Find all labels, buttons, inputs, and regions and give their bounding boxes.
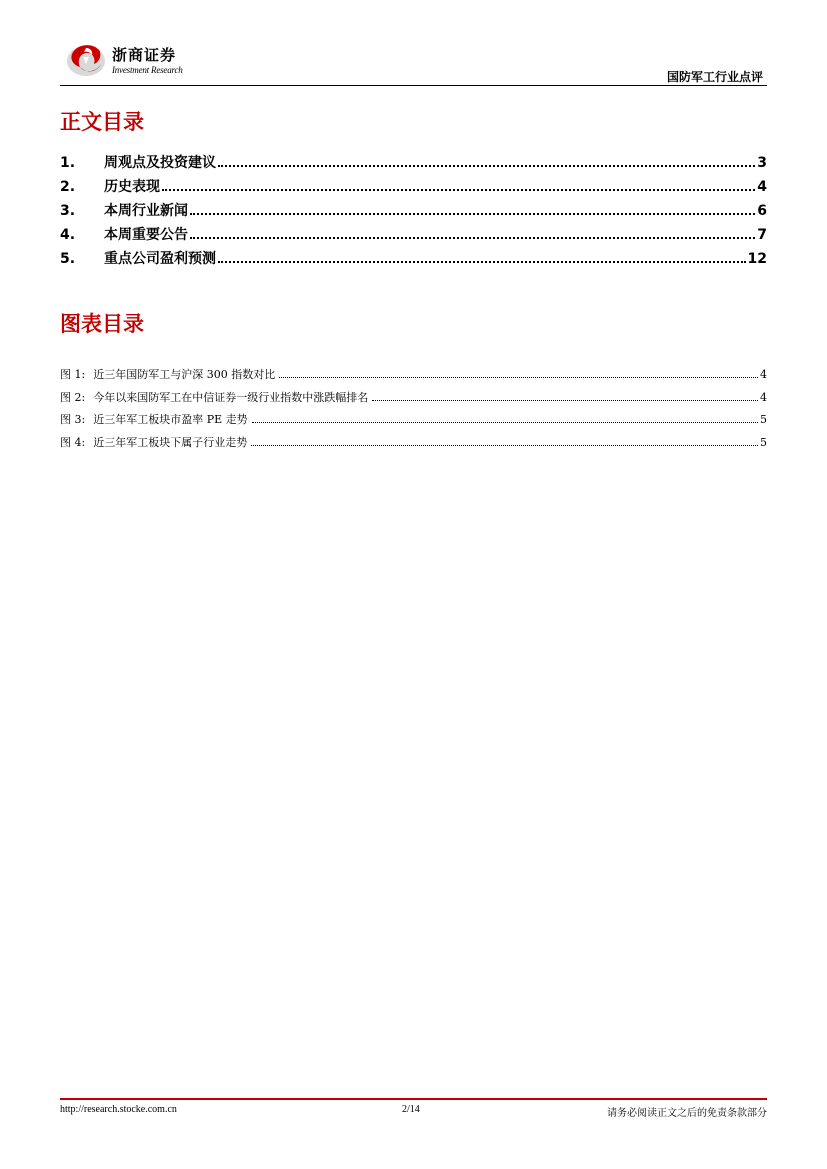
logo-english-name: Investment Research <box>112 65 183 75</box>
toc-leader-dots <box>162 189 755 191</box>
figures-title: 图表目录 <box>60 312 144 336</box>
figure-entry[interactable] <box>60 366 767 389</box>
toc-entry-text: 历史表现 <box>104 179 160 195</box>
logo-chinese-name: 浙商证券 <box>112 46 177 64</box>
footer-disclaimer: 请务必阅读正文之后的免责条款部分 <box>607 1108 767 1119</box>
figure-leader-dots <box>251 445 758 446</box>
figure-entry-text: 今年以来国防军工在中信证券一级行业指数中涨跌幅排名 <box>93 390 369 404</box>
figure-leader-dots <box>252 422 758 423</box>
figure-entry-label: 图 2: <box>60 390 86 404</box>
toc-entry[interactable] <box>60 200 767 224</box>
toc-list <box>60 152 767 272</box>
toc-leader-dots <box>190 213 755 215</box>
toc-title: 正文目录 <box>60 110 144 134</box>
toc-leader-dots <box>190 237 755 239</box>
toc-entry-page: 7 <box>757 227 767 243</box>
figure-entry-label: 图 1: <box>60 368 86 381</box>
toc-entry-text: 本周重要公告 <box>104 227 188 243</box>
toc-entry[interactable] <box>60 176 767 200</box>
figure-entry-label: 图 3: <box>60 413 86 426</box>
figure-entry[interactable] <box>60 411 767 434</box>
figure-entry[interactable] <box>60 434 767 457</box>
toc-entry-page: 4 <box>757 179 767 195</box>
toc-entry-number: 2. <box>60 179 76 195</box>
toc-entry-number: 1. <box>60 155 76 171</box>
footer-page-number: 2/14 <box>402 1104 420 1115</box>
zheshang-logo-icon <box>66 40 106 78</box>
figure-entry-label: 图 4: <box>60 435 86 449</box>
toc-entry[interactable] <box>60 224 767 248</box>
footer-url[interactable]: http://research.stocke.com.cn <box>60 1104 177 1115</box>
figure-entry-text: 近三年国防军工与沪深 300 指数对比 <box>93 368 276 381</box>
toc-entry-number: 4. <box>60 227 76 243</box>
toc-entry[interactable] <box>60 152 767 176</box>
footer-divider <box>60 1098 767 1100</box>
header-divider <box>60 85 767 86</box>
toc-entry[interactable] <box>60 248 767 272</box>
toc-entry-text: 周观点及投资建议 <box>104 155 216 171</box>
figure-entry-text: 近三年军工板块下属子行业走势 <box>93 435 248 449</box>
figure-entry-page: 5 <box>760 435 767 449</box>
figure-entry-page: 4 <box>760 390 767 404</box>
toc-entry-text: 重点公司盈利预测 <box>104 251 216 267</box>
figure-entry-page: 5 <box>760 413 767 426</box>
report-type-label: 国防军工行业点评 <box>666 70 763 84</box>
toc-entry-text: 本周行业新闻 <box>104 203 188 219</box>
figure-entry[interactable] <box>60 389 767 412</box>
toc-leader-dots <box>218 261 746 263</box>
figure-list <box>60 366 767 456</box>
toc-entry-number: 5. <box>60 251 76 267</box>
toc-leader-dots <box>218 165 755 167</box>
figure-leader-dots <box>372 400 758 401</box>
figure-leader-dots <box>279 377 758 378</box>
toc-entry-page: 12 <box>747 251 767 267</box>
toc-entry-number: 3. <box>60 203 76 219</box>
figure-entry-page: 4 <box>760 368 767 381</box>
figure-entry-text: 近三年军工板块市盈率 PE 走势 <box>93 413 248 426</box>
page-header <box>60 38 767 88</box>
toc-entry-page: 6 <box>757 203 767 219</box>
toc-entry-page: 3 <box>757 155 767 171</box>
